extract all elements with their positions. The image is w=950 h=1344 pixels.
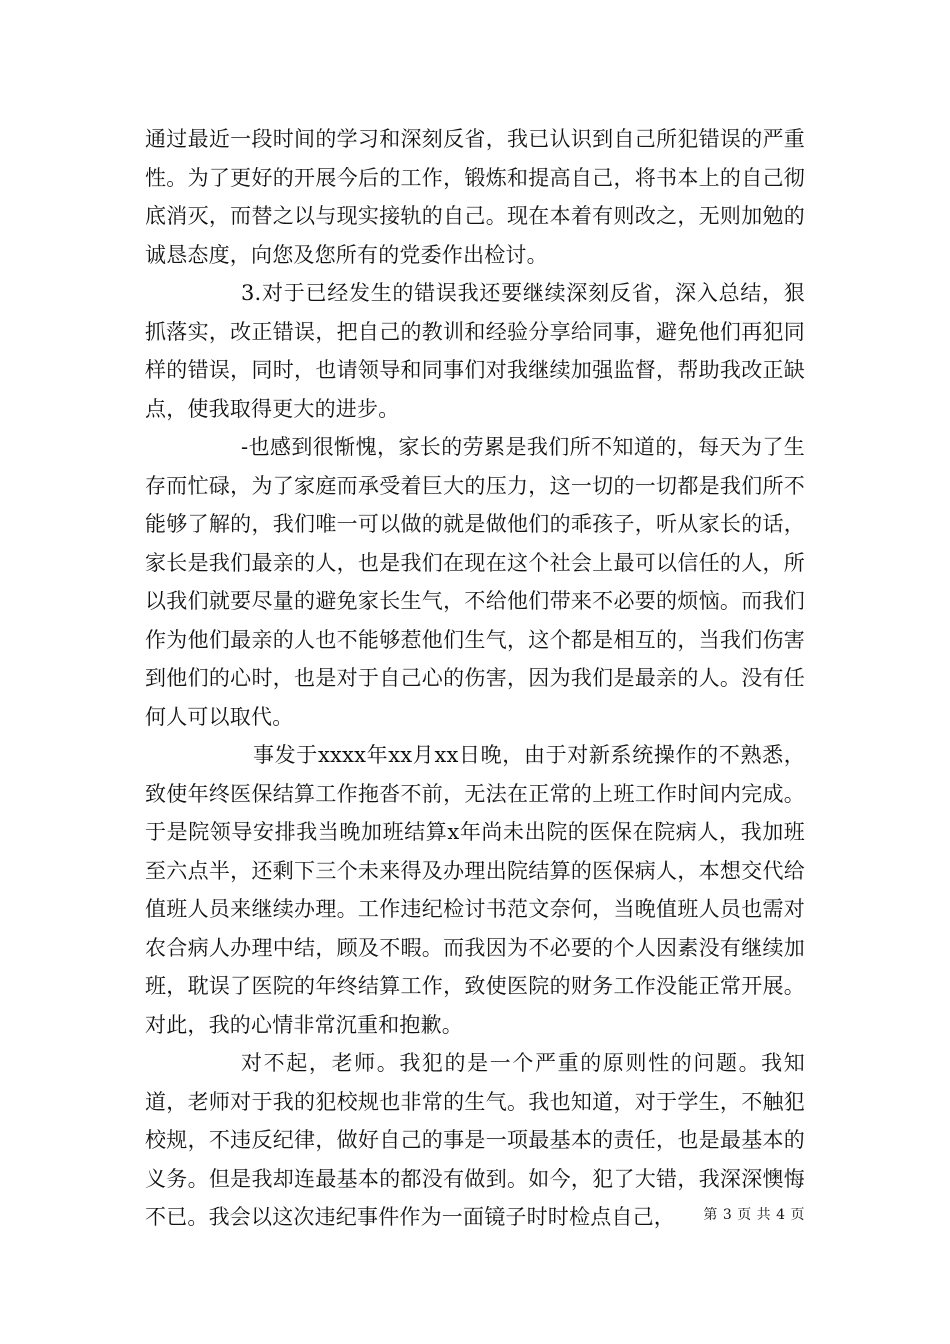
paragraph-3: -也感到很惭愧，家长的劳累是我们所不知道的，每天为了生存而忙碌，为了家庭而承受着巨大的压力，这一切的一切都是我们所不能够了解的，我们唯一可以做的就是做他们的乖孩子，听从家长的话，家长是我们最亲的人，也是我们在现在这个社会上最可以信任的人，所以我们就要尽量的避免家长生气，不给他们带来不必要的烦恼。而我们作为他们最亲的人也不能够惹他们生气，这个都是相互的，当我们伤害到他们的心时，也是对于自己心的伤害，因为我们是最亲的人。没有任何人可以取代。: [145, 435, 805, 729]
document-body: [145, 120, 805, 1237]
paragraph-5: 对不起，老师。我犯的是一个严重的原则性的问题。我知道，老师对于我的犯校规也非常的生气。我也知道，对于学生，不触犯校规，不违反纪律，做好自己的事是一项最基本的责任，也是最基本的义务。但是我却连最基本的都没有做到。如今，犯了大错，我深深懊悔不已。我会以这次违纪事件作为一面镜子时时检点自己，: [145, 1051, 805, 1229]
paragraph-4: 事发于xxxx年xx月xx日晚，由于对新系统操作的不熟悉，致使年终医保结算工作拖沓不前，无法在正常的上班工作时间内完成。于是院领导安排我当晚加班结算x年尚未出院的医保在院病人，我加班至六点半，还剩下三个未来得及办理出院结算的医保病人，本想交代给值班人员来继续办理。工作违纪检讨书范文奈何，当晚值班人员也需对农合病人办理中结，顾及不暇。而我因为不必要的个人因素没有继续加班，耽误了医院的年终结算工作，致使医院的财务工作没能正常开展。对此，我的心情非常沉重和抱歉。: [145, 743, 805, 1037]
paragraph-1: 通过最近一段时间的学习和深刻反省，我已认识到自己所犯错误的严重性。为了更好的开展今后的工作，锻炼和提高自己，将书本上的自己彻底消灭，而替之以与现实接轨的自己。现在本着有则改之，无则加勉的诚恳态度，向您及您所有的党委作出检讨。: [145, 127, 805, 267]
page-number-footer: 第 3 页 共 4 页: [703, 1207, 805, 1223]
paragraph-2: 3.对于已经发生的错误我还要继续深刻反省，深入总结，狠抓落实，改正错误，把自己的教训和经验分享给同事，避免他们再犯同样的错误，同时，也请领导和同事们对我继续加强监督，帮助我改正缺点，使我取得更大的进步。: [145, 281, 805, 421]
